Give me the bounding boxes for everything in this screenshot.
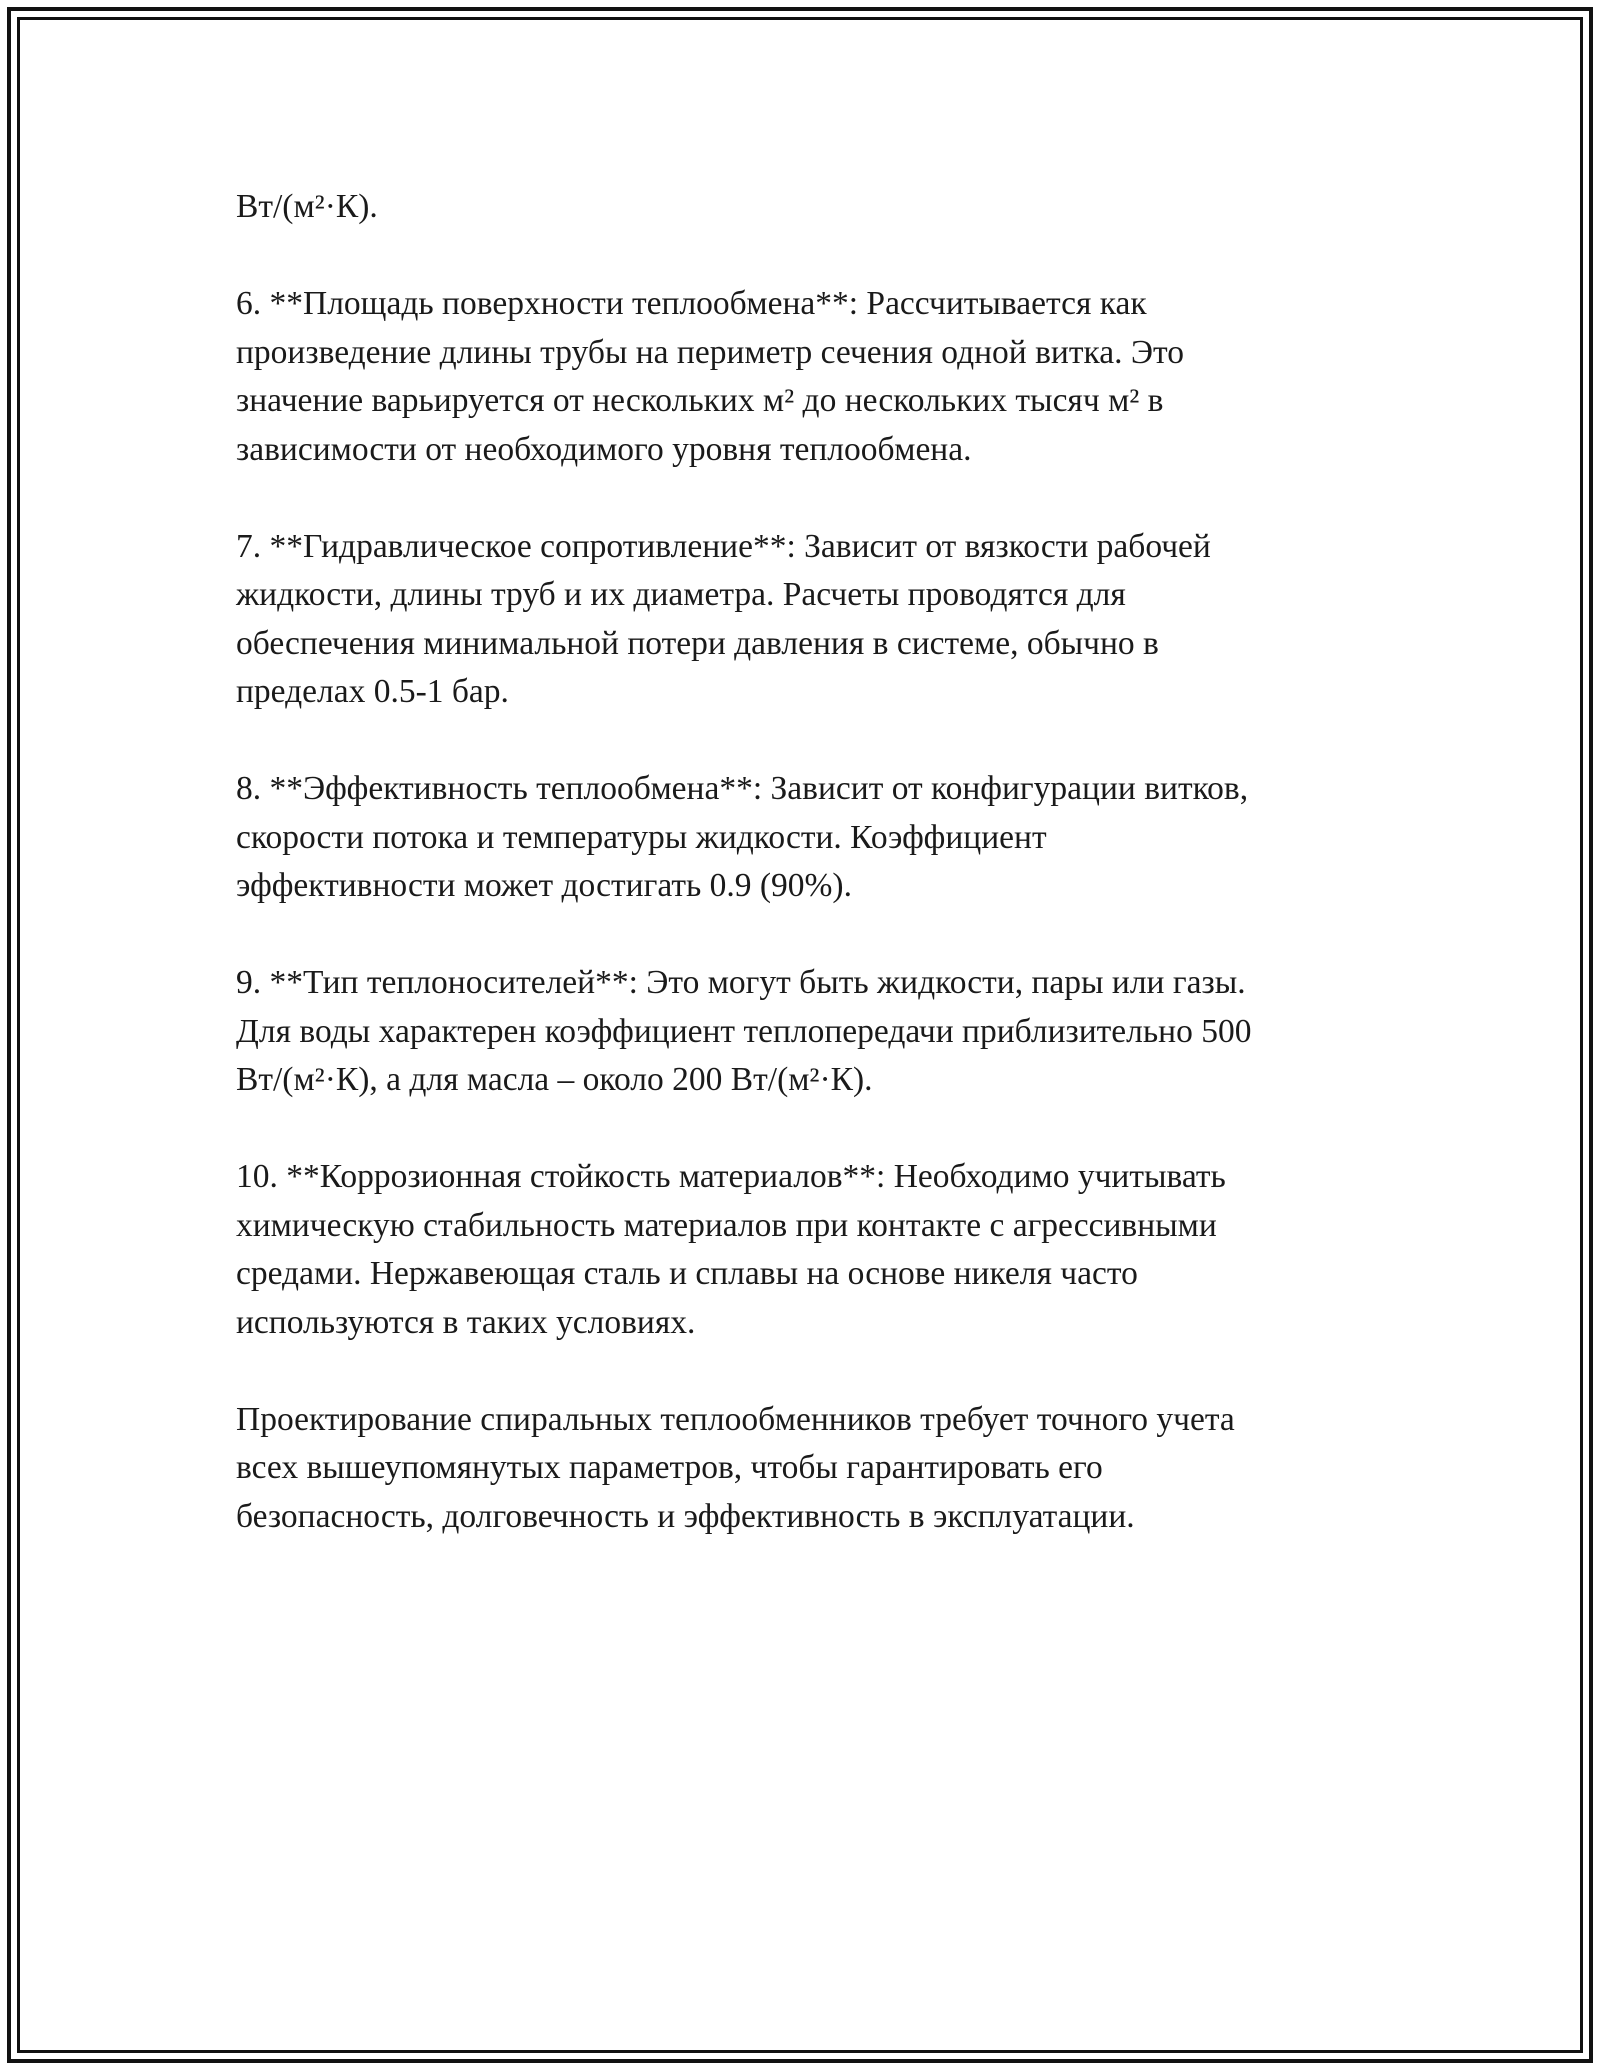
document-body	[236, 183, 1406, 1541]
paragraph-1: Вт/(м²·К).	[236, 188, 378, 225]
paragraph-2: 6. **Площадь поверхности теплообмена**: Рассчитывается как произведение длины трубы на периметр сечения одной витка. Это значение варьируется от нескольких м² до нескольких тысяч м² в зависимости от необходимого уровня теплообмена.	[236, 285, 1184, 468]
paragraph-6: 10. **Коррозионная стойкость материалов**: Необходимо учитывать химическую стабильность материалов при контакте с агрессивными средами. Нержавеющая сталь и сплавы на основе никеля часто используются в таких условиях.	[236, 1158, 1226, 1341]
paragraph-5: 9. **Тип теплоносителей**: Это могут быть жидкости, пары или газы. Для воды характерен коэффициент теплопередачи приблизительно 500 Вт/(м²·К), а для масла – около 200 Вт/(м²·К).	[236, 964, 1252, 1098]
paragraph-4: 8. **Эффективность теплообмена**: Зависит от конфигурации витков, скорости потока и температуры жидкости. Коэффициент эффективности может достигать 0.9 (90%).	[236, 770, 1249, 904]
paragraph-3: 7. **Гидравлическое сопротивление**: Зависит от вязкости рабочей жидкости, длины труб и их диаметра. Расчеты проводятся для обеспечения минимальной потери давления в системе, обычно в пределах 0.5-1 бар.	[236, 527, 1211, 710]
paragraph-7: Проектирование спиральных теплообменников требует точного учета всех вышеупомянутых параметров, чтобы гарантировать его безопасность, долговечность и эффективность в эксплуатации.	[236, 1400, 1235, 1535]
